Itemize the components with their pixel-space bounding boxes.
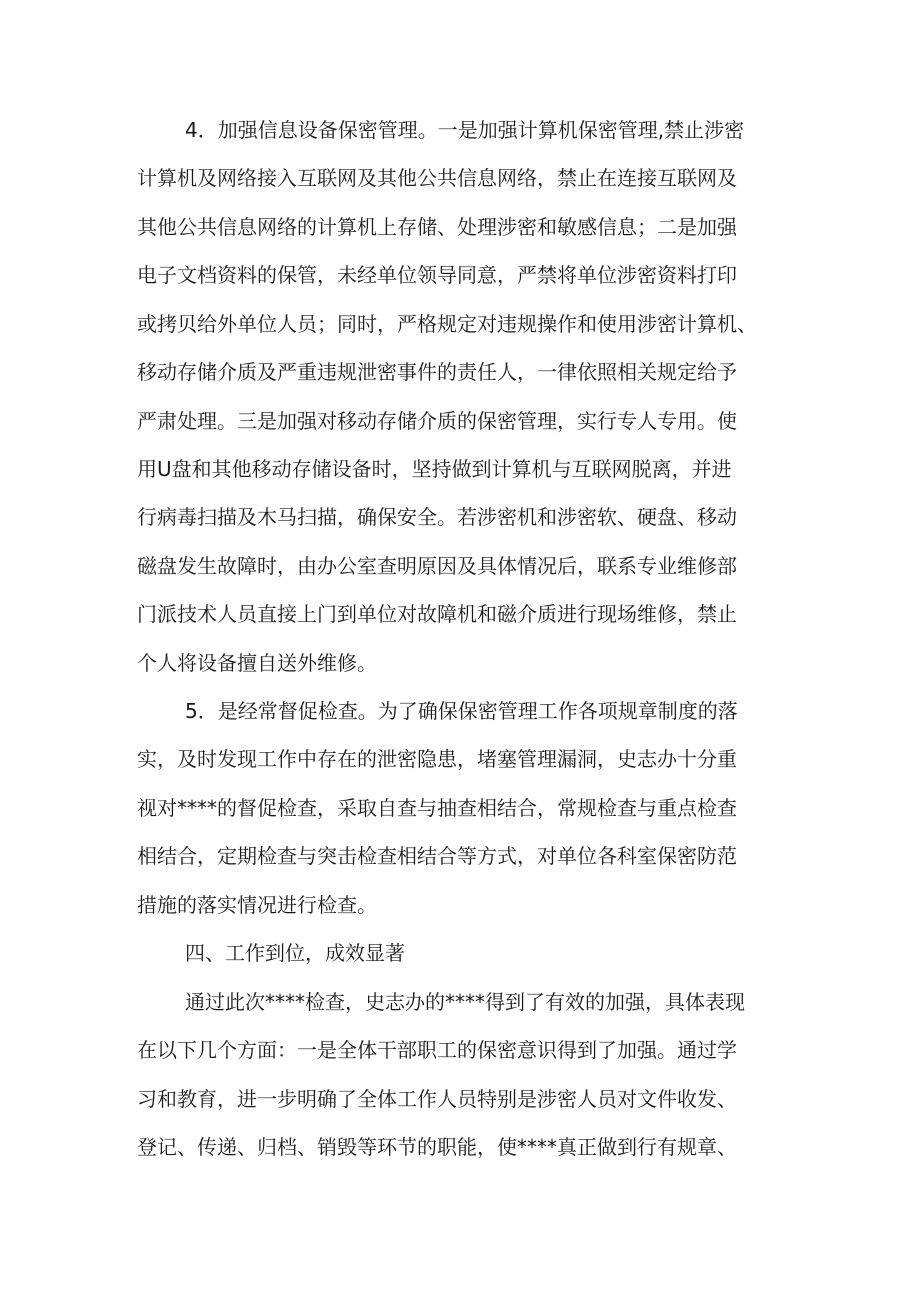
line-text: 门派技术人员直接上门到单位对故障机和磁介质进行现场维修，禁止 xyxy=(137,602,737,626)
line-text: 或拷贝给外单位人员；同时，严格规定对违规操作和使用涉密计算机、 xyxy=(137,312,757,336)
text-line xyxy=(0,309,920,339)
line-text: 严肃处理。三是加强对移动存储介质的保密管理，实行专人专用。使 xyxy=(137,409,737,433)
text-line xyxy=(0,987,920,1017)
text-line xyxy=(0,502,920,532)
section-heading-text: 四、工作到位，成效显著 xyxy=(185,941,405,965)
line-text: 通过此次****检查，史志办的****得到了有效的加强，具体表现 xyxy=(185,990,745,1014)
text-line xyxy=(0,212,920,242)
line-text: 行病毒扫描及木马扫描，确保安全。若涉密机和涉密软、硬盘、移动 xyxy=(137,505,737,529)
line-text: 用U盘和其他移动存储设备时，坚持做到计算机与互联网脱离，并进 xyxy=(137,457,732,481)
text-line xyxy=(0,599,920,629)
text-line xyxy=(0,696,920,726)
line-text: 相结合，定期检查与突击检查相结合等方式，对单位各科室保密防范 xyxy=(137,844,737,868)
text-line xyxy=(0,1035,920,1065)
line-text: 5．是经常督促检查。为了确保保密管理工作各项规章制度的落 xyxy=(185,699,738,723)
text-line xyxy=(0,406,920,436)
text-line xyxy=(0,890,920,920)
line-text: 实，及时发现工作中存在的泄密隐患，堵塞管理漏洞，史志办十分重 xyxy=(137,747,737,771)
line-text: 习和教育，进一步明确了全体工作人员特别是涉密人员对文件收发、 xyxy=(137,1087,737,1111)
line-text: 电子文档资料的保管，未经单位领导同意，严禁将单位涉密资料打印 xyxy=(137,263,737,287)
line-text: 计算机及网络接入互联网及其他公共信息网络，禁止在连接互联网及 xyxy=(137,166,737,190)
text-line xyxy=(0,163,920,193)
text-line xyxy=(0,357,920,387)
text-line xyxy=(0,648,920,678)
text-line xyxy=(0,454,920,484)
text-line xyxy=(0,841,920,871)
text-line xyxy=(0,551,920,581)
section-heading xyxy=(0,938,920,968)
line-text: 视对****的督促检查，采取自查与抽查相结合，常规检查与重点检查 xyxy=(137,796,737,820)
line-text: 个人将设备擅自送外维修。 xyxy=(137,651,377,675)
text-line xyxy=(0,260,920,290)
text-line xyxy=(0,115,920,145)
line-text: 登记、传递、归档、销毁等环节的职能，使****真正做到行有规章、 xyxy=(137,1135,737,1159)
line-text: 其他公共信息网络的计算机上存储、处理涉密和敏感信息；二是加强 xyxy=(137,215,737,239)
text-line xyxy=(0,744,920,774)
line-text: 4．加强信息设备保密管理。一是加强计算机保密管理,禁止涉密 xyxy=(185,118,745,142)
text-line xyxy=(0,793,920,823)
line-text: 在以下几个方面：一是全体干部职工的保密意识得到了加强。通过学 xyxy=(137,1038,737,1062)
text-line xyxy=(0,1132,920,1162)
text-line xyxy=(0,1084,920,1114)
line-text: 措施的落实情况进行检查。 xyxy=(137,893,377,917)
line-text: 移动存储介质及严重违规泄密事件的责任人，一律依照相关规定给予 xyxy=(137,360,737,384)
line-text: 磁盘发生故障时，由办公室查明原因及具体情况后，联系专业维修部 xyxy=(137,554,737,578)
